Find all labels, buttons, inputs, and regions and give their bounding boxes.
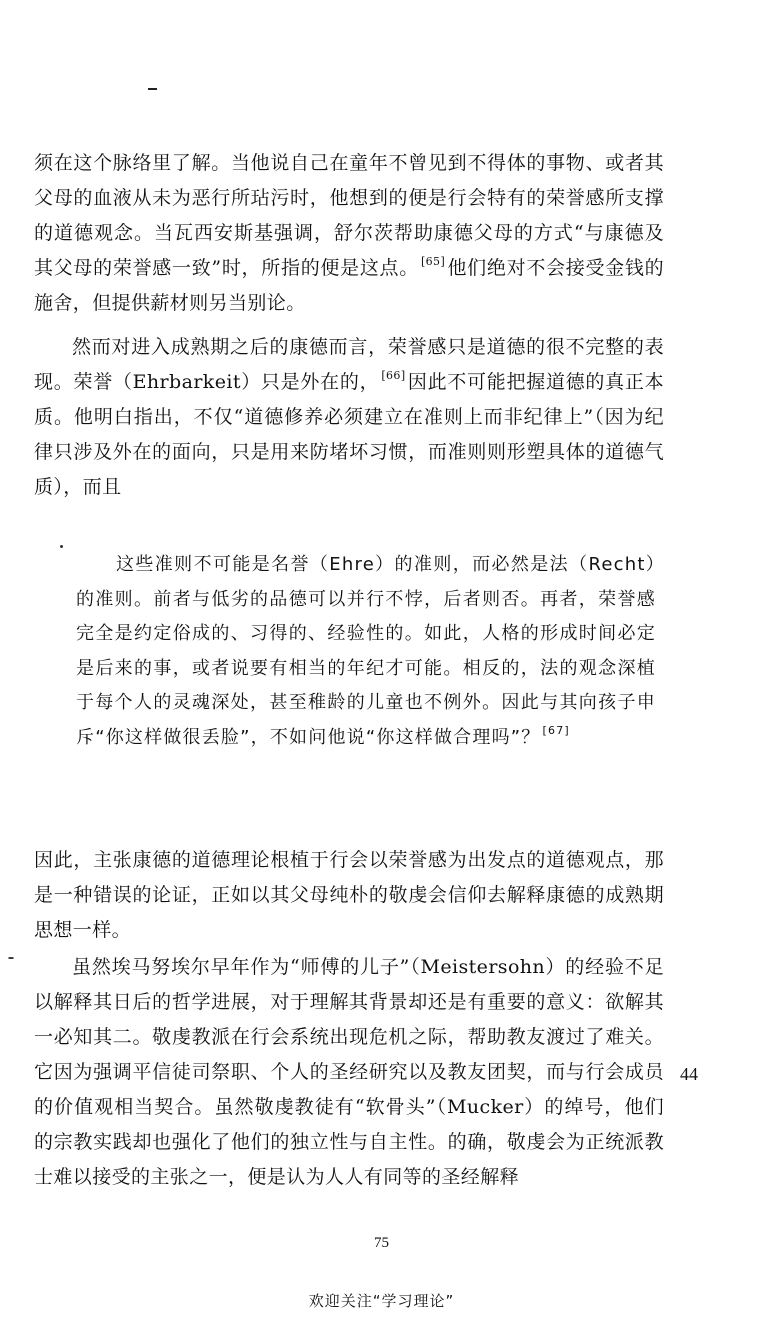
- footnote-ref: [66]: [381, 369, 406, 382]
- page-number: 75: [374, 1235, 389, 1251]
- scan-speck: [60, 545, 63, 548]
- paragraph-text: 须在这个脉络里了解。当他说自己在童年不曾见到不得体的事物、或者其父母的血液从未为恶行所玷污时，他想到的便是行会特有的荣誉感所支撑的道德观念。当瓦西安斯基强调，舒尔茨帮助康德父母的方式“与康德及其父母的荣誉感一致”时，所指的便是这点。: [34, 152, 664, 279]
- paragraph-text: 因此不可能把握道德的真正本质。他明白指出，不仅“道德修养必须建立在准则上而非纪律上”（因为纪律只涉及外在的面向，只是用来防堵坏习惯，而准则则形塑具体的道德气质），而且: [34, 371, 664, 498]
- footnote-ref: [65]: [420, 255, 446, 268]
- footnote-ref: [67]: [542, 723, 570, 737]
- paragraph-continued: [34, 146, 664, 321]
- scan-mark: [148, 88, 157, 90]
- paragraph-text: 他们绝对不会接受金钱的施舍，但提供薪材则另当别论。: [34, 257, 664, 314]
- paragraph-honor: [34, 330, 664, 505]
- scan-speck: [8, 957, 14, 959]
- paragraph-text: 然而对进入成熟期之后的康德而言，荣誉感只是道德的很不完整的表现。荣誉（Ehrbarkeit）只是外在的，: [34, 336, 664, 393]
- block-quote: [76, 548, 656, 755]
- paragraph-text: 因此，主张康德的道德理论根植于行会以荣誉感为出发点的道德观点，那是一种错误的论证，正如以其父母纯朴的敬虔会信仰去解释康德的成熟期思想一样。: [34, 849, 664, 941]
- paragraph-conclusion: [34, 843, 664, 948]
- paragraph-pietism: [34, 950, 664, 1195]
- margin-page-reference: 44: [680, 1064, 698, 1084]
- quote-text: 这些准则不可能是名誉（Ehre）的准则，而必然是法（Recht）的准则。前者与低劣的品德可以并行不悖，后者则否。再者，荣誉感完全是约定俗成的、习得的、经验性的。如此，人格的形成时间必定是后来的事，或者说要有相当的年纪才可能。相反的，法的观念深植于每个人的灵魂深处，甚至稚龄的儿童也不例外。因此与其向孩子申斥“你这样做很丢脸”，不如问他说“你这样做合理吗”？: [76, 554, 656, 748]
- footer-note: 欢迎关注“学习理论”: [308, 1292, 455, 1310]
- paragraph-text: 虽然埃马努埃尔早年作为“师傅的儿子”（Meistersohn）的经验不足以解释其日后的哲学进展，对于理解其背景却还是有重要的意义：欲解其一必知其二。敬虔教派在行会系统出现危机之际，帮助教友渡过了难关。它因为强调平信徒司祭职、个人的圣经研究以及教友团契，而与行会成员的价值观相当契合。虽然敬虔教徒有“软骨头”（Mucker）的绰号，他们的宗教实践却也强化了他们的独立性与自主性。的确，敬虔会为正统派教士难以接受的主张之一，便是认为人人有同等的圣经解释: [34, 956, 664, 1188]
